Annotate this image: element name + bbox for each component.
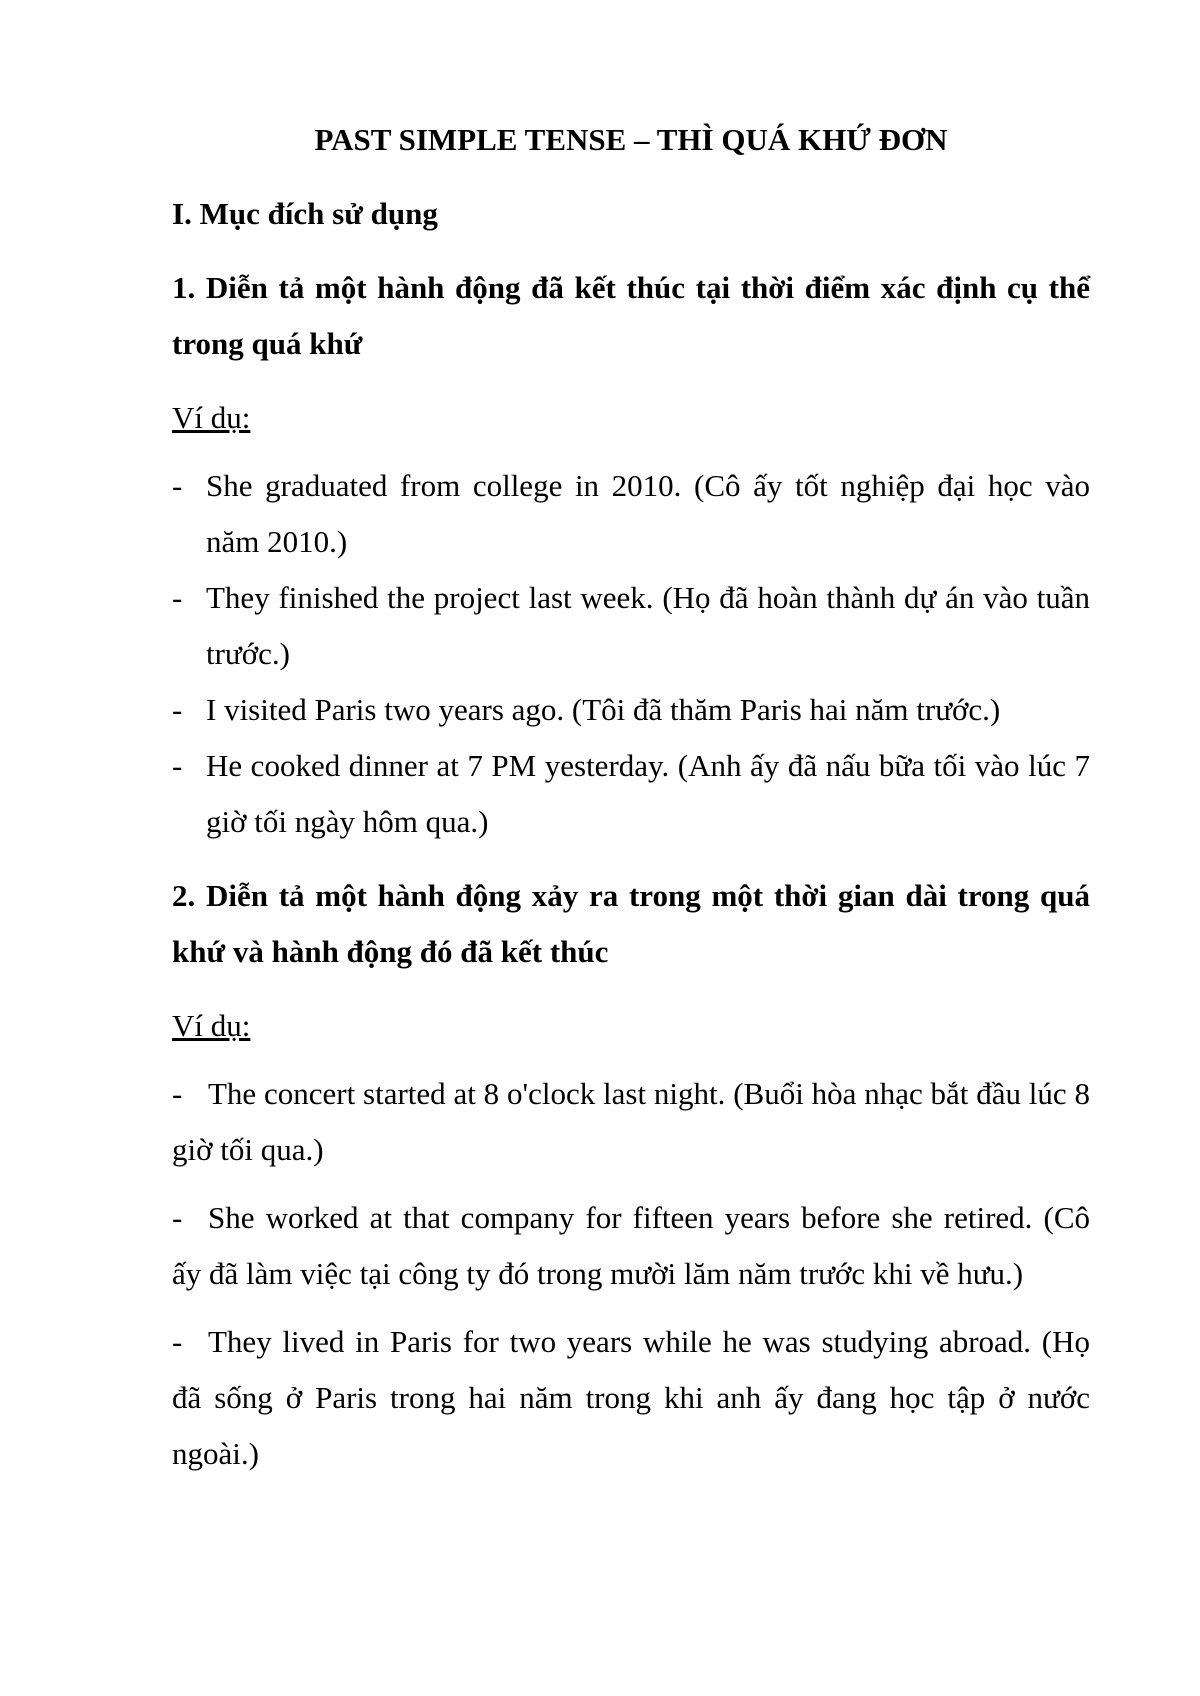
list-item (172, 738, 1090, 850)
list-item (172, 570, 1090, 682)
list-item (172, 1190, 1090, 1302)
bullet-dash: - (172, 468, 183, 503)
bullet-dash: - (172, 1076, 183, 1111)
example-list-1 (172, 458, 1090, 850)
usage-heading-2: 2. Diễn tả một hành động xảy ra trong một thời gian dài trong quá khứ và hành động đó đã kết thúc (172, 878, 1090, 969)
example-text: They lived in Paris for two years while he was studying abroad. (Họ đã sống ở Paris trong hai năm trong khi anh ấy đang học tập ở nước ngoài.) (172, 1324, 1090, 1471)
example-label: Ví dụ: (172, 400, 251, 435)
example-label: Ví dụ: (172, 1008, 251, 1043)
bullet-dash: - (172, 692, 183, 727)
usage-heading-1: 1. Diễn tả một hành động đã kết thúc tại thời điểm xác định cụ thể trong quá khứ (172, 270, 1090, 361)
bullet-dash: - (172, 1324, 183, 1359)
example-text: I visited Paris two years ago. (Tôi đã thăm Paris hai năm trước.) (206, 692, 1001, 727)
example-text: She graduated from college in 2010. (Cô ấy tốt nghiệp đại học vào năm 2010.) (206, 468, 1090, 559)
section-heading: I. Mục đích sử dụng (172, 196, 438, 231)
example-list-2 (172, 1066, 1090, 1482)
bullet-dash: - (172, 580, 183, 615)
document-body (172, 112, 1090, 1494)
page-title: PAST SIMPLE TENSE – THÌ QUÁ KHỨ ĐƠN (314, 122, 948, 157)
example-text: They finished the project last week. (Họ đã hoàn thành dự án vào tuần trước.) (206, 580, 1090, 671)
bullet-dash: - (172, 1200, 183, 1235)
list-item (172, 1314, 1090, 1482)
example-text: The concert started at 8 o'clock last night. (Buổi hòa nhạc bắt đầu lúc 8 giờ tối qua.) (172, 1076, 1090, 1167)
list-item (172, 458, 1090, 570)
list-item (172, 682, 1090, 738)
example-text: He cooked dinner at 7 PM yesterday. (Anh ấy đã nấu bữa tối vào lúc 7 giờ tối ngày hôm qua.) (206, 748, 1090, 839)
example-text: She worked at that company for fifteen years before she retired. (Cô ấy đã làm việc tại công ty đó trong mười lăm năm trước khi về hưu.) (172, 1200, 1090, 1291)
list-item (172, 1066, 1090, 1178)
bullet-dash: - (172, 748, 183, 783)
